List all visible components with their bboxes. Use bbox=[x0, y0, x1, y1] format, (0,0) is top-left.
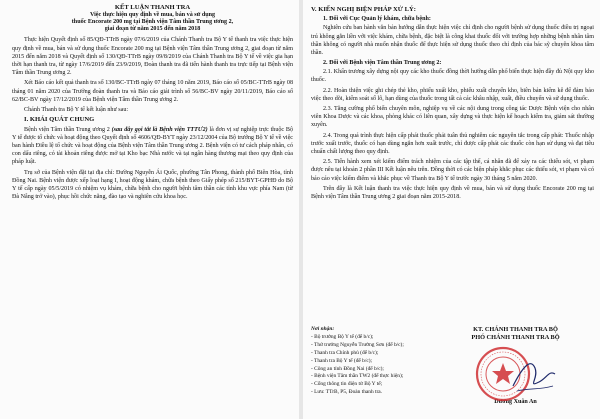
signature-area bbox=[437, 326, 594, 406]
section-heading-recommendations: V. KIẾN NGHỊ BIỆN PHÁP XỬ LÝ: bbox=[311, 6, 416, 13]
paragraph-italic-note: (sau đây gọi tắt là Bệnh viện TTTƯ2) bbox=[111, 126, 208, 133]
stamp-signature-graphic bbox=[473, 344, 559, 402]
paragraph-recommendation-2-5: 2.5. Tiến hành xem xét kiểm điểm trách nhiệm của các tập thể, cá nhân đã để xảy ra các thiếu sót, vi phạm được nêu tại khoản 2 phần III Kết luận nêu trên. Đồng thời có các biện pháp khắc phục các thiếu sót, vi phạm và có báo cáo việc kiểm điểm và khắc phục về Thanh tra Bộ Y tế trước ngày 30 tháng 5 năm 2020. bbox=[311, 159, 594, 182]
handwritten-signature bbox=[513, 363, 555, 385]
signature-title-primary: KT. CHÁNH THANH TRA BỘ bbox=[473, 326, 558, 333]
recipient-item: - Lưu: TTrB, P5, Đoàn thanh tra. bbox=[311, 389, 383, 396]
paragraph-recommendation-2-3: 2.3. Tăng cường phổ biến chuyên môn, nghiệp vụ về các nội dung trong công tác Dược Bệnh viện cho nhân viên Khoa Dược và các khoa, phòng khác có liên quan, xây dựng và thực hiện kế hoạch kiểm tra, giám sát thường xuyên. bbox=[311, 106, 594, 129]
document-subtitle bbox=[12, 12, 293, 34]
official-stamp bbox=[473, 344, 559, 402]
subtitle-line: Việc thực hiện quy định về mua, bán và sử dụng bbox=[89, 11, 216, 18]
handwritten-signature bbox=[517, 386, 553, 391]
subtitle-line: thuốc Encorate 200 mg tại Bệnh viện Tâm thần Trung ương 2, bbox=[71, 19, 234, 25]
recipient-item: - Công an tỉnh Đồng Nai (để b/c); bbox=[311, 365, 384, 372]
paragraph-reports: Xét Báo cáo kết quả thanh tra số 130/BC-TTrB ngày 07 tháng 10 năm 2019, Báo cáo số 05/BC-TTrB ngày 08 tháng 01 năm 2020 của Trưởng đoàn thanh tra và Báo cáo giải trình số 56/BC-BV ngày 20/11/2019, Báo cáo số 62/BC-BV ngày 17/12/2019 của Bệnh viện Tâm thần Trung ương 2. bbox=[12, 80, 293, 103]
recipient-item: - Bộ trưởng Bộ Y tế (để b/c); bbox=[311, 333, 374, 340]
paragraph-lead: Bệnh viện Tâm thần Trung ương 2 bbox=[24, 126, 112, 133]
signature-title-secondary: PHÓ CHÁNH THANH TRA BỘ bbox=[471, 333, 560, 341]
document-title: KẾT LUẬN THANH TRA bbox=[114, 4, 191, 11]
recipient-item: - Thanh tra Chính phủ (để b/c); bbox=[311, 349, 379, 356]
paragraph-rest: là đơn vị sự nghiệp trực thuộc Bộ Y tế được tổ chức và hoạt động theo Quyết định số 4606/QĐ-BYT ngày 23/12/2004 của Bộ trưởng Bộ Y tế về việc ban hành Điều lệ tổ chức và hoạt động của Bệnh viện Tâm thần Trung ương 2. Bệnh viện có tư cách pháp nhân, có con dấu riêng, có tài khoản riêng được mở tại Kho bạc Nhà nước và tại ngân hàng thương mại theo quy định của pháp luật. bbox=[12, 126, 294, 166]
paragraph-recommendation-2-4: 2.4. Trong quá trình thực hiện cấp phát thuốc phải tuân thủ nghiêm các nguyên tắc trong cấp phát: Thuốc nhập trước xuất trước, thuốc có hạn dùng ngắn hơn xuất trước, chỉ được cấp phát các thuốc còn hạn sử dụng và đạt tiêu chuẩn chất lượng theo quy định. bbox=[311, 132, 594, 156]
recipient-item: - Bệnh viện Tâm thần TW2 (để thực hiện); bbox=[311, 373, 404, 380]
recipient-item: - Cổng thông tin điện tử Bộ Y tế; bbox=[311, 381, 383, 388]
paragraph-recommendation-2-2: 2.2. Hoàn thiện việc ghi chép thẻ kho, phiếu xuất kho, phiếu xuất chuyển kho, biên bản kiểm kê để đảm bảo việc theo dõi, kiểm soát số lô, hạn dùng của thuốc trong tất cả các khâu nhập, xuất, điều chuyển và sử dụng thuốc. bbox=[311, 87, 594, 102]
recipient-item: - Thanh tra Bộ Y tế (để b/c); bbox=[311, 357, 373, 364]
recipient-item: - Thứ trưởng Nguyễn Trường Sơn (để b/c); bbox=[311, 341, 404, 348]
subheading-hospital: 2. Đối với Bệnh viện Tâm thần Trung ương 2: bbox=[323, 60, 442, 67]
recipients-list bbox=[311, 326, 437, 397]
recipients-title: Nơi nhận: bbox=[311, 326, 335, 332]
document-page-right bbox=[303, 0, 600, 419]
subtitle-line: giai đoạn từ năm 2015 đến năm 2018 bbox=[104, 26, 201, 33]
section-heading-general: I. KHÁI QUÁT CHUNG bbox=[24, 116, 95, 124]
paragraph-hospital-status bbox=[12, 126, 293, 167]
paragraph-closing: Trên đây là Kết luận thanh tra việc thực hiện quy định về mua, bán và sử dụng thuốc Encorate 200 mg tại Bệnh viện Tâm thần Trung ương 2 giai đoạn năm 2015-2018. bbox=[311, 185, 594, 201]
signature-block bbox=[311, 326, 594, 419]
paragraph-recommendation-2-1: 2.1. Khẩn trương xây dựng nội quy các kho thuốc đồng thời hướng dẫn phổ biến thực hiện đầy đủ Nội quy kho thuốc. bbox=[311, 69, 594, 84]
paragraph-conclusion-intro: Chánh Thanh tra Bộ Y tế kết luận như sau: bbox=[24, 107, 129, 114]
paragraph-decision: Thực hiện Quyết định số 85/QĐ-TTrB ngày 07/6/2019 của Chánh Thanh tra Bộ Y tế thanh tra việc thực hiện quy định về mua, bán và sử dụng thuốc Encorate 200 mg tại Bệnh viện Tâm thần Trung ương 2, giai đoạn từ năm 2015 đến năm 2018 và Quyết định số 130/QĐ-TTrB ngày 09/8/2019 của Chánh Thanh tra Bộ Y tế về việc gia hạn thời hạn thanh tra, từ ngày 17/6/2019 đến 23/9/2019, Đoàn thanh tra đã tiến hành thanh tra trực tiếp tại Bệnh viện Tâm thần Trung ương 2. bbox=[12, 37, 293, 77]
paragraph-medical-agency: Nghiên cứu ban hành văn bản hướng dẫn thực hiện việc chỉ định cho người bệnh sử dụng thuốc điều trị ngoại trú không gắn liền với việc khám, chữa bệnh, đặc biệt là công khai thuốc đối với trường hợp những bệnh nhân tâm thần không có người nhà muốn nhận thuốc để thực hiện sử dụng thuốc theo chỉ định của bác sỹ chuyên khoa tâm thần. bbox=[311, 25, 594, 57]
signer-name: Dương Xuân An bbox=[494, 398, 537, 405]
subheading-medical-agency: 1. Đối với Cục Quản lý khám, chữa bệnh: bbox=[323, 16, 431, 23]
stamp-star bbox=[492, 363, 514, 384]
document-page-left bbox=[0, 0, 299, 419]
paragraph-hospital-address: Trụ sở của Bệnh viện đặt tại địa chỉ: Đường Nguyễn Ái Quốc, phường Tân Phong, thành phố Biên Hòa, tỉnh Đồng Nai. Bệnh viện được xếp loại hạng I, hoạt động khám, chữa bệnh theo Giấy phép số 215/BYT-GPHĐ do Bộ Y tế cấp ngày 05/5/2019 có nhiệm vụ khám, chữa bệnh cho người bệnh tâm thần các tỉnh khu vực phía Nam (từ Đà Nẵng trở vào), phục hồi chức năng, đào tạo và nghiên cứu khoa học. bbox=[12, 169, 293, 201]
